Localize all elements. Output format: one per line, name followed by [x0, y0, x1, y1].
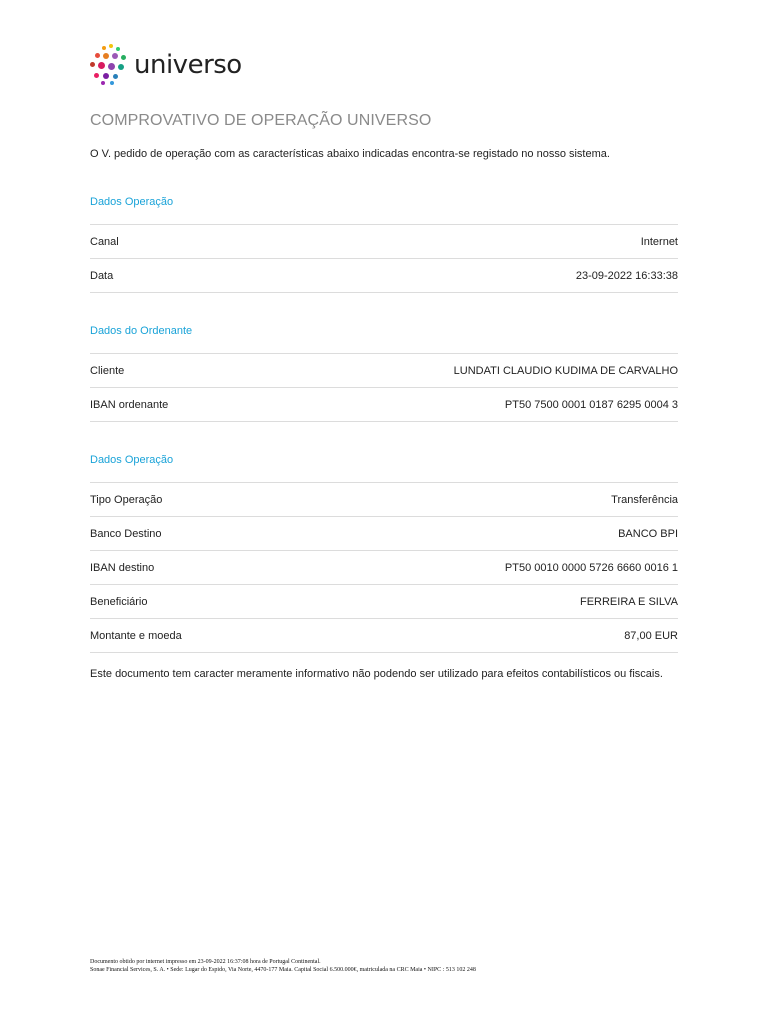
table-row [90, 483, 678, 517]
table-row [90, 551, 678, 585]
row-label: Montante e moeda [90, 629, 182, 642]
row-value: LUNDATI CLAUDIO KUDIMA DE CARVALHO [453, 364, 678, 377]
row-label: IBAN destino [90, 561, 155, 574]
details-table [90, 224, 678, 293]
section-operation-data [90, 196, 678, 293]
disclaimer-note: Este documento tem caracter meramente informativo não podendo ser utilizado para efeitos contabilísticos ou fiscais. [90, 668, 663, 680]
universo-logo-icon [90, 44, 130, 86]
table-row [90, 354, 678, 388]
footer-print-info: Documento obtido por internet impresso em 23-09-2022 16:37:08 hora de Portugal Continental. [90, 959, 321, 965]
row-value: Internet [640, 235, 678, 248]
details-table [90, 482, 678, 653]
table-row [90, 388, 678, 422]
table-row [90, 585, 678, 619]
row-value: PT50 0010 0000 5726 6660 0016 1 [504, 561, 678, 574]
row-label: Banco Destino [90, 527, 162, 540]
row-value: BANCO BPI [618, 527, 678, 540]
table-row [90, 259, 678, 293]
footer [90, 958, 678, 974]
table-row [90, 619, 678, 653]
logo-text: universo [134, 50, 242, 80]
details-table [90, 353, 678, 422]
row-value: 23-09-2022 16:33:38 [575, 269, 678, 282]
brand-logo [90, 44, 242, 86]
row-value: 87,00 EUR [624, 629, 678, 642]
row-label: Cliente [90, 364, 125, 377]
page-title: COMPROVATIVO DE OPERAÇÃO UNIVERSO [90, 112, 432, 129]
row-label: Data [90, 269, 114, 282]
row-value: Transferência [611, 493, 678, 506]
table-row [90, 517, 678, 551]
row-value: FERREIRA E SILVA [579, 595, 678, 608]
section-title: Dados Operação [90, 196, 174, 208]
row-value: PT50 7500 0001 0187 6295 0004 3 [504, 398, 678, 411]
row-label: Tipo Operação [90, 493, 163, 506]
section-title: Dados Operação [90, 454, 174, 466]
intro-text: O V. pedido de operação com as características abaixo indicadas encontra-se registado no nosso sistema. [90, 148, 610, 160]
table-row [90, 225, 678, 259]
section-transfer-data [90, 454, 678, 653]
section-ordering-party [90, 325, 678, 422]
section-title: Dados do Ordenante [90, 325, 193, 337]
row-label: Canal [90, 235, 119, 248]
row-label: Beneficiário [90, 595, 148, 608]
row-label: IBAN ordenante [90, 398, 169, 411]
footer-company-info: Sonae Financial Services, S. A. • Sede: Lugar do Espido, Via Norte, 4470-177 Maia. Capital Social 6.500.000€, matriculada na CRC Maia • NIPC : 513 102 248 [90, 967, 476, 973]
